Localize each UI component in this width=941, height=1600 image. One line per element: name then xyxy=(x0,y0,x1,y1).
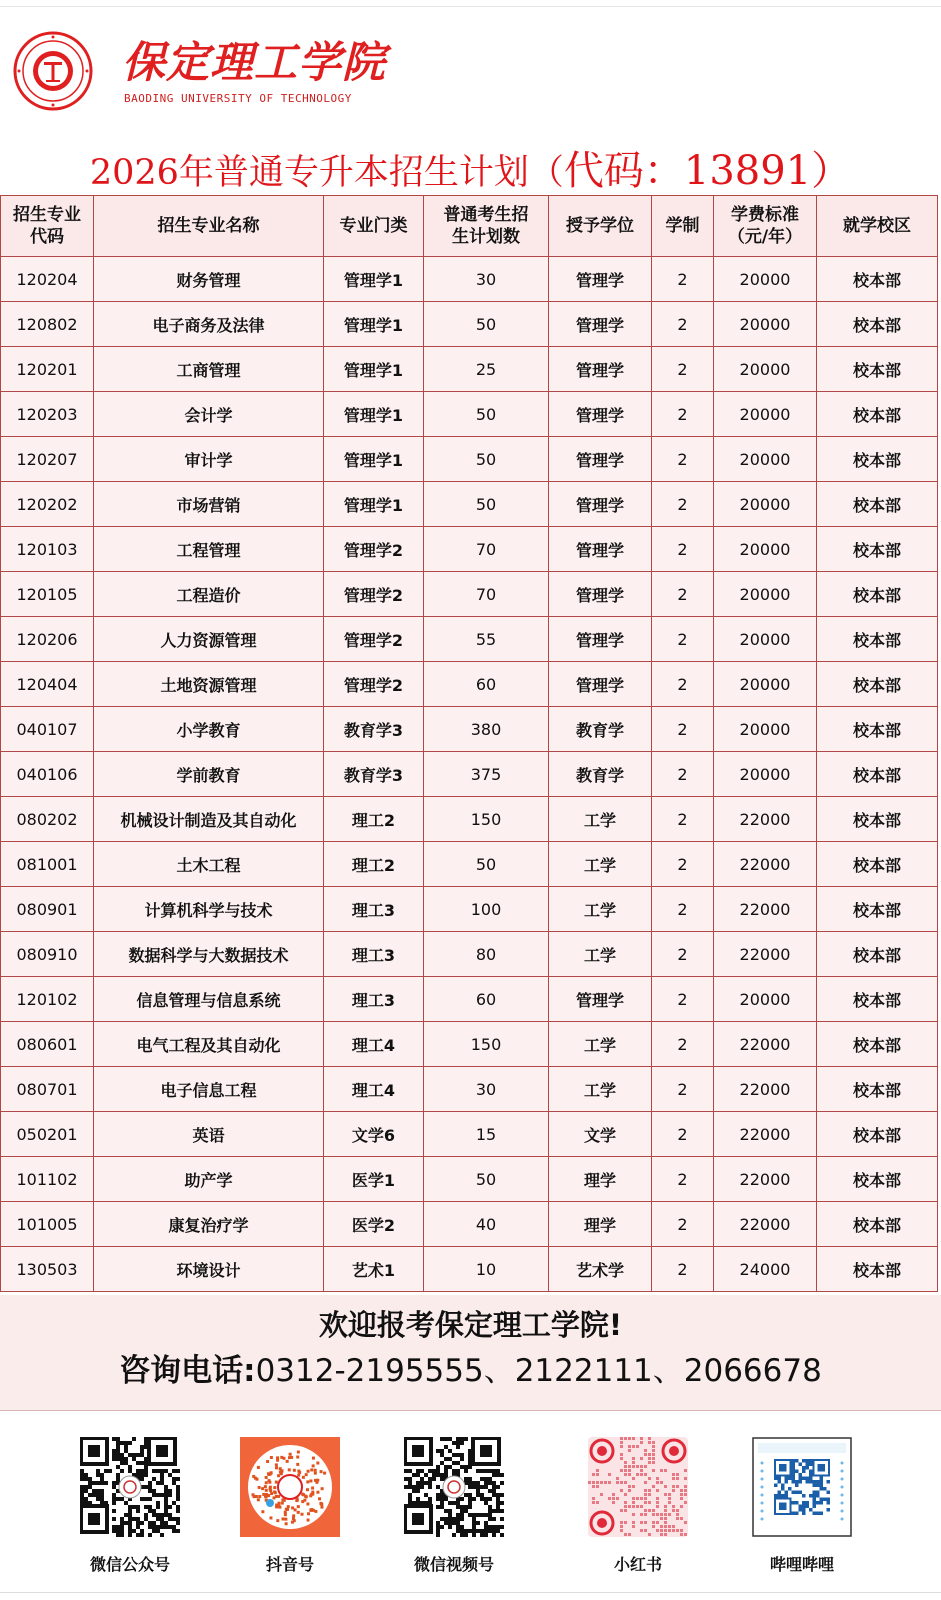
cell-campus: 校本部 xyxy=(817,1202,938,1247)
cell-category: 管理学2 xyxy=(324,617,424,662)
wechat-channels-qr-icon xyxy=(404,1437,504,1537)
cell-degree: 管理学 xyxy=(549,482,652,527)
cell-code: 130503 xyxy=(1,1247,94,1292)
cell-years: 2 xyxy=(652,572,714,617)
cell-quota: 70 xyxy=(424,572,549,617)
cell-degree: 管理学 xyxy=(549,572,652,617)
cell-tuition: 22000 xyxy=(714,932,817,977)
table-header-row xyxy=(1,196,938,257)
cell-quota: 60 xyxy=(424,977,549,1022)
qr-label-bilibili: 哔哩哔哩 xyxy=(769,1555,834,1574)
xiaohongshu-qr-icon xyxy=(588,1437,688,1537)
cell-years: 2 xyxy=(652,482,714,527)
table-row xyxy=(1,1202,938,1247)
cell-degree: 艺术学 xyxy=(549,1247,652,1292)
cell-degree: 管理学 xyxy=(549,662,652,707)
table-row xyxy=(1,617,938,662)
cell-code: 080901 xyxy=(1,887,94,932)
cell-degree: 管理学 xyxy=(549,437,652,482)
cell-code: 080601 xyxy=(1,1022,94,1067)
wechat-qr-icon xyxy=(80,1437,180,1537)
cell-category: 管理学1 xyxy=(324,257,424,302)
cell-tuition: 20000 xyxy=(714,977,817,1022)
cell-campus: 校本部 xyxy=(817,707,938,752)
cell-degree: 教育学 xyxy=(549,752,652,797)
cell-campus: 校本部 xyxy=(817,572,938,617)
cell-degree: 理学 xyxy=(549,1157,652,1202)
cell-code: 120404 xyxy=(1,662,94,707)
cell-name: 工程管理 xyxy=(94,527,324,572)
welcome-text: 欢迎报考保定理工学院! xyxy=(318,1308,623,1342)
cell-degree: 管理学 xyxy=(549,347,652,392)
cell-code: 120103 xyxy=(1,527,94,572)
cell-degree: 管理学 xyxy=(549,392,652,437)
cell-name: 会计学 xyxy=(94,392,324,437)
cell-years: 2 xyxy=(652,1247,714,1292)
cell-tuition: 20000 xyxy=(714,707,817,752)
cell-campus: 校本部 xyxy=(817,932,938,977)
cell-degree: 工学 xyxy=(549,932,652,977)
cell-years: 2 xyxy=(652,1022,714,1067)
cell-degree: 管理学 xyxy=(549,977,652,1022)
cell-quota: 10 xyxy=(424,1247,549,1292)
cell-quota: 30 xyxy=(424,1067,549,1112)
cell-category: 理工4 xyxy=(324,1067,424,1112)
cell-degree: 工学 xyxy=(549,842,652,887)
cell-category: 管理学1 xyxy=(324,437,424,482)
cell-name: 康复治疗学 xyxy=(94,1202,324,1247)
cell-category: 文学6 xyxy=(324,1112,424,1157)
cell-quota: 50 xyxy=(424,1157,549,1202)
cell-years: 2 xyxy=(652,1067,714,1112)
cell-code: 120105 xyxy=(1,572,94,617)
cell-tuition: 22000 xyxy=(714,1202,817,1247)
cell-quota: 50 xyxy=(424,392,549,437)
cell-code: 050201 xyxy=(1,1112,94,1157)
table-row xyxy=(1,527,938,572)
cell-category: 管理学2 xyxy=(324,527,424,572)
cell-name: 财务管理 xyxy=(94,257,324,302)
cell-name: 审计学 xyxy=(94,437,324,482)
cell-tuition: 22000 xyxy=(714,1022,817,1067)
cell-name: 环境设计 xyxy=(94,1247,324,1292)
table-row xyxy=(1,257,938,302)
cell-tuition: 20000 xyxy=(714,347,817,392)
cell-category: 理工4 xyxy=(324,1022,424,1067)
col-header-campus: 就学校区 xyxy=(817,196,938,257)
cell-quota: 80 xyxy=(424,932,549,977)
cell-campus: 校本部 xyxy=(817,437,938,482)
page-title xyxy=(0,146,941,198)
table-row xyxy=(1,977,938,1022)
cell-code: 120102 xyxy=(1,977,94,1022)
cell-campus: 校本部 xyxy=(817,1247,938,1292)
cell-quota: 60 xyxy=(424,662,549,707)
cell-category: 艺术1 xyxy=(324,1247,424,1292)
cell-quota: 15 xyxy=(424,1112,549,1157)
cell-category: 理工2 xyxy=(324,797,424,842)
cell-code: 101102 xyxy=(1,1157,94,1202)
cell-tuition: 20000 xyxy=(714,392,817,437)
cell-tuition: 20000 xyxy=(714,662,817,707)
cell-category: 教育学3 xyxy=(324,752,424,797)
bilibili-qr-icon xyxy=(752,1437,852,1537)
cell-campus: 校本部 xyxy=(817,842,938,887)
col-header-code: 招生专业代码 xyxy=(1,196,94,257)
title-main: 2026年普通专升本招生计划（ xyxy=(89,153,564,193)
cell-quota: 100 xyxy=(424,887,549,932)
school-seal-icon xyxy=(13,31,93,111)
cell-category: 管理学1 xyxy=(324,347,424,392)
col-header-quota: 普通考生招生计划数 xyxy=(424,196,549,257)
cell-quota: 150 xyxy=(424,797,549,842)
cell-name: 计算机科学与技术 xyxy=(94,887,324,932)
douyin-qr-icon xyxy=(240,1437,340,1537)
table-row xyxy=(1,437,938,482)
cell-name: 机械设计制造及其自动化 xyxy=(94,797,324,842)
cell-years: 2 xyxy=(652,932,714,977)
cell-code: 120207 xyxy=(1,437,94,482)
col-header-years: 学制 xyxy=(652,196,714,257)
cell-code: 120206 xyxy=(1,617,94,662)
table-row xyxy=(1,707,938,752)
table-row xyxy=(1,1157,938,1202)
cell-name: 市场营销 xyxy=(94,482,324,527)
cell-campus: 校本部 xyxy=(817,392,938,437)
table-row xyxy=(1,347,938,392)
cell-quota: 50 xyxy=(424,437,549,482)
cell-degree: 管理学 xyxy=(549,527,652,572)
cell-quota: 25 xyxy=(424,347,549,392)
cell-name: 小学教育 xyxy=(94,707,324,752)
cell-campus: 校本部 xyxy=(817,887,938,932)
cell-tuition: 20000 xyxy=(714,302,817,347)
table-row xyxy=(1,572,938,617)
cell-category: 医学2 xyxy=(324,1202,424,1247)
cell-campus: 校本部 xyxy=(817,302,938,347)
school-name-en: BAODING UNIVERSITY OF TECHNOLOGY xyxy=(124,92,352,105)
cell-tuition: 20000 xyxy=(714,482,817,527)
cell-campus: 校本部 xyxy=(817,527,938,572)
cell-tuition: 24000 xyxy=(714,1247,817,1292)
cell-degree: 教育学 xyxy=(549,707,652,752)
cell-tuition: 22000 xyxy=(714,1067,817,1112)
cell-name: 英语 xyxy=(94,1112,324,1157)
cell-years: 2 xyxy=(652,707,714,752)
table-row xyxy=(1,797,938,842)
cell-degree: 工学 xyxy=(549,1067,652,1112)
phone-label: 咨询电话: xyxy=(119,1353,256,1389)
cell-campus: 校本部 xyxy=(817,347,938,392)
enrollment-plan-table xyxy=(0,195,938,1292)
table-row xyxy=(1,662,938,707)
cell-name: 电气工程及其自动化 xyxy=(94,1022,324,1067)
table-row xyxy=(1,842,938,887)
cell-code: 120202 xyxy=(1,482,94,527)
cell-quota: 50 xyxy=(424,842,549,887)
contact-phones xyxy=(0,1350,941,1392)
cell-tuition: 22000 xyxy=(714,887,817,932)
cell-code: 081001 xyxy=(1,842,94,887)
school-name-cn: 保定理工学院 xyxy=(122,38,386,88)
qr-label-xiaohongshu: 小红书 xyxy=(613,1555,662,1574)
cell-quota: 55 xyxy=(424,617,549,662)
cell-campus: 校本部 xyxy=(817,662,938,707)
table-row xyxy=(1,1247,938,1292)
top-divider xyxy=(0,6,941,7)
phone-numbers: 0312-2195555、2122111、2066678 xyxy=(255,1353,822,1389)
cell-campus: 校本部 xyxy=(817,797,938,842)
cell-code: 080202 xyxy=(1,797,94,842)
cell-years: 2 xyxy=(652,1202,714,1247)
bottom-divider xyxy=(0,1592,941,1593)
cell-category: 管理学2 xyxy=(324,572,424,617)
col-header-name: 招生专业名称 xyxy=(94,196,324,257)
cell-degree: 管理学 xyxy=(549,617,652,662)
cell-code: 101005 xyxy=(1,1202,94,1247)
cell-tuition: 22000 xyxy=(714,1112,817,1157)
cell-campus: 校本部 xyxy=(817,482,938,527)
cell-years: 2 xyxy=(652,887,714,932)
cell-years: 2 xyxy=(652,977,714,1022)
cell-quota: 150 xyxy=(424,1022,549,1067)
cell-degree: 理学 xyxy=(549,1202,652,1247)
cell-category: 管理学1 xyxy=(324,302,424,347)
cell-years: 2 xyxy=(652,1157,714,1202)
cell-degree: 文学 xyxy=(549,1112,652,1157)
cell-quota: 30 xyxy=(424,257,549,302)
table-row xyxy=(1,887,938,932)
table-row xyxy=(1,1022,938,1067)
cell-degree: 工学 xyxy=(549,797,652,842)
table-row xyxy=(1,1112,938,1157)
cell-campus: 校本部 xyxy=(817,752,938,797)
cell-years: 2 xyxy=(652,752,714,797)
cell-years: 2 xyxy=(652,842,714,887)
cell-quota: 50 xyxy=(424,482,549,527)
cell-quota: 380 xyxy=(424,707,549,752)
cell-code: 080701 xyxy=(1,1067,94,1112)
cell-campus: 校本部 xyxy=(817,977,938,1022)
cell-code: 120201 xyxy=(1,347,94,392)
cell-tuition: 22000 xyxy=(714,842,817,887)
cell-tuition: 22000 xyxy=(714,797,817,842)
cell-code: 120203 xyxy=(1,392,94,437)
cell-years: 2 xyxy=(652,527,714,572)
cell-category: 管理学1 xyxy=(324,392,424,437)
cell-quota: 70 xyxy=(424,527,549,572)
cell-campus: 校本部 xyxy=(817,1157,938,1202)
col-header-degree: 授予学位 xyxy=(549,196,652,257)
cell-name: 工程造价 xyxy=(94,572,324,617)
cell-name: 数据科学与大数据技术 xyxy=(94,932,324,977)
qr-label-wechat: 微信公众号 xyxy=(89,1555,170,1574)
qr-label-channels: 微信视频号 xyxy=(413,1555,494,1574)
cell-name: 学前教育 xyxy=(94,752,324,797)
cell-quota: 375 xyxy=(424,752,549,797)
qr-label-douyin: 抖音号 xyxy=(265,1555,314,1574)
cell-campus: 校本部 xyxy=(817,257,938,302)
cell-years: 2 xyxy=(652,797,714,842)
cell-category: 理工3 xyxy=(324,887,424,932)
cell-code: 120802 xyxy=(1,302,94,347)
cell-name: 工商管理 xyxy=(94,347,324,392)
table-row xyxy=(1,1067,938,1112)
cell-name: 土木工程 xyxy=(94,842,324,887)
title-code: 代码：13891） xyxy=(563,148,852,194)
cell-name: 电子信息工程 xyxy=(94,1067,324,1112)
cell-quota: 50 xyxy=(424,302,549,347)
cell-category: 管理学1 xyxy=(324,482,424,527)
cell-years: 2 xyxy=(652,347,714,392)
cell-campus: 校本部 xyxy=(817,1022,938,1067)
cell-code: 120204 xyxy=(1,257,94,302)
cell-name: 信息管理与信息系统 xyxy=(94,977,324,1022)
cell-name: 助产学 xyxy=(94,1157,324,1202)
table-row xyxy=(1,482,938,527)
cell-tuition: 20000 xyxy=(714,752,817,797)
cell-campus: 校本部 xyxy=(817,1067,938,1112)
cell-quota: 40 xyxy=(424,1202,549,1247)
cell-years: 2 xyxy=(652,617,714,662)
cell-years: 2 xyxy=(652,437,714,482)
cell-tuition: 20000 xyxy=(714,617,817,662)
cell-campus: 校本部 xyxy=(817,1112,938,1157)
cell-tuition: 20000 xyxy=(714,437,817,482)
cell-tuition: 20000 xyxy=(714,257,817,302)
cell-degree: 工学 xyxy=(549,1022,652,1067)
cell-degree: 管理学 xyxy=(549,257,652,302)
cell-category: 理工2 xyxy=(324,842,424,887)
cell-code: 080910 xyxy=(1,932,94,977)
cell-degree: 工学 xyxy=(549,887,652,932)
cell-campus: 校本部 xyxy=(817,617,938,662)
col-header-tuition: 学费标准（元/年） xyxy=(714,196,817,257)
table-row xyxy=(1,932,938,977)
cell-name: 土地资源管理 xyxy=(94,662,324,707)
cell-years: 2 xyxy=(652,392,714,437)
cell-category: 医学1 xyxy=(324,1157,424,1202)
table-row xyxy=(1,752,938,797)
cell-code: 040106 xyxy=(1,752,94,797)
welcome-banner xyxy=(0,1295,941,1411)
cell-category: 理工3 xyxy=(324,977,424,1022)
cell-name: 人力资源管理 xyxy=(94,617,324,662)
cell-tuition: 22000 xyxy=(714,1157,817,1202)
cell-code: 040107 xyxy=(1,707,94,752)
cell-tuition: 20000 xyxy=(714,527,817,572)
cell-category: 理工3 xyxy=(324,932,424,977)
cell-years: 2 xyxy=(652,302,714,347)
cell-years: 2 xyxy=(652,257,714,302)
col-header-category: 专业门类 xyxy=(324,196,424,257)
table-row xyxy=(1,302,938,347)
table-row xyxy=(1,392,938,437)
cell-years: 2 xyxy=(652,662,714,707)
cell-years: 2 xyxy=(652,1112,714,1157)
cell-tuition: 20000 xyxy=(714,572,817,617)
cell-degree: 管理学 xyxy=(549,302,652,347)
cell-category: 管理学2 xyxy=(324,662,424,707)
cell-name: 电子商务及法律 xyxy=(94,302,324,347)
cell-category: 教育学3 xyxy=(324,707,424,752)
